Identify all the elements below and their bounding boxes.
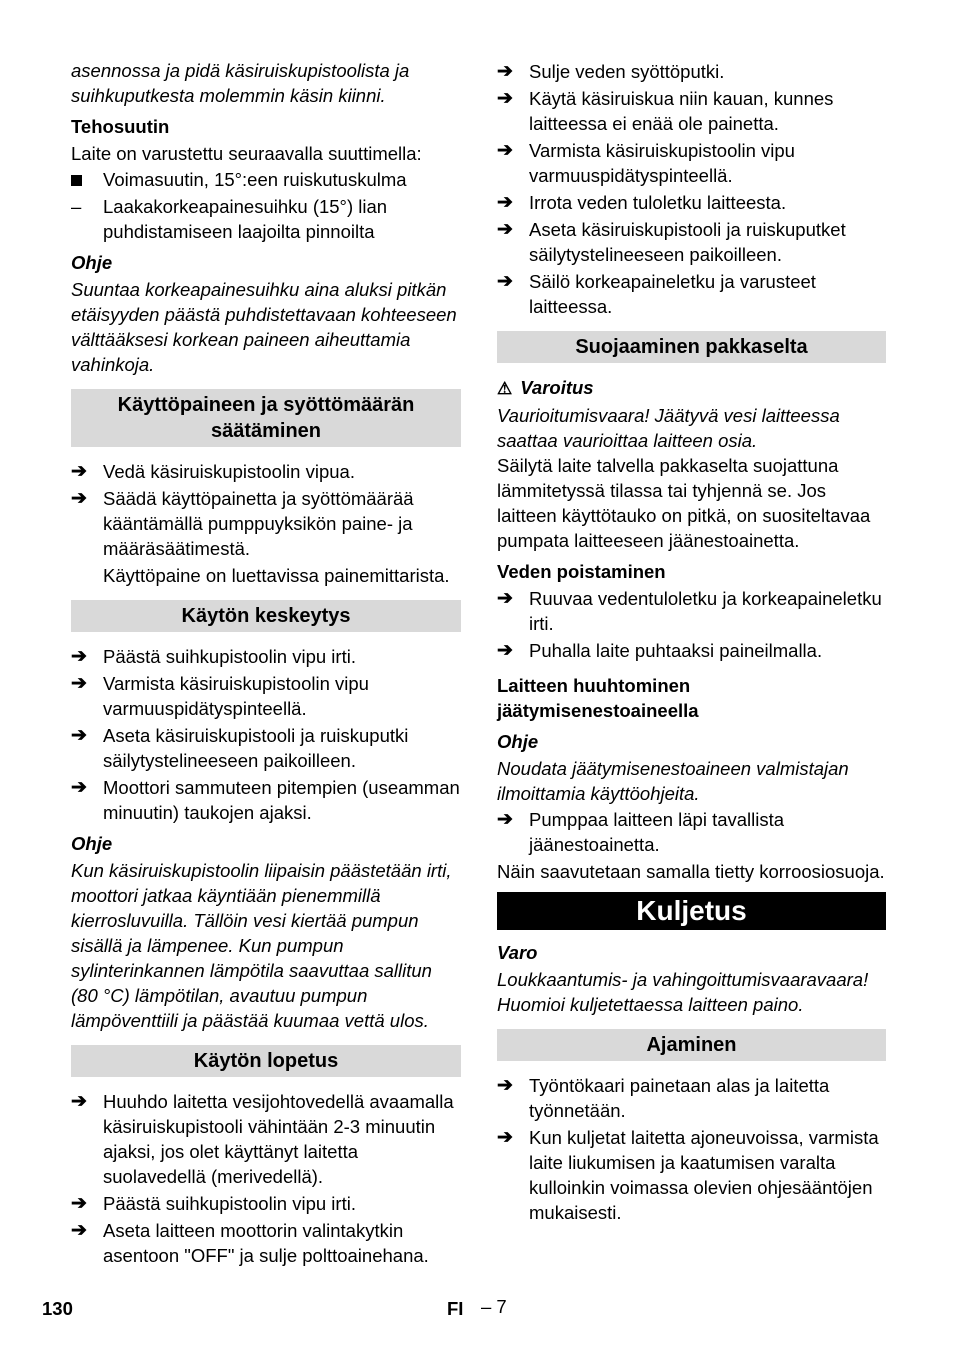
drain-heading: Veden poistaminen (497, 561, 666, 582)
arrow-right-icon: ➔ (71, 725, 87, 746)
list-item (71, 486, 461, 561)
list-item-text: Sulje veden syöttöputki. (529, 61, 725, 82)
tehosuutin-heading: Tehosuutin (71, 116, 170, 137)
arrow-right-icon: ➔ (71, 646, 87, 667)
list-item-text: Vedä käsiruiskupistoolin vipua. (103, 461, 355, 482)
list-item (497, 1125, 886, 1225)
arrow-right-icon: ➔ (497, 1075, 513, 1096)
list-item-text: Laakakorkeapainesuihku (15°) lian puhdistamiseen laajoilta pinnoilta (103, 196, 388, 242)
list-item (497, 217, 886, 267)
varo-label: Varo (497, 942, 538, 963)
list-item (71, 723, 461, 773)
arrow-right-icon: ➔ (71, 777, 87, 798)
left-column (71, 58, 461, 1270)
list-item (497, 638, 886, 663)
ohje-text: Suuntaa korkeapainesuihku aina aluksi pitkän etäisyyden päästä puhdistettavaan kohteeseen välttääksesi korkean paineen aiheuttamia vahinkoja. (71, 279, 457, 375)
list-item (71, 1218, 461, 1268)
arrow-right-icon: ➔ (497, 140, 513, 161)
list-item (71, 459, 461, 484)
list-item-text: Säilö korkeapaineletku ja varusteet laitteessa. (529, 271, 816, 317)
warning-text: Vaurioitumisvaara! Jäätyvä vesi laitteessa saattaa vaurioittaa laitteen osia. (497, 405, 840, 451)
list-item (71, 194, 461, 244)
list-item-text: Päästä suihkupistoolin vipu irti. (103, 1193, 356, 1214)
list-item (71, 775, 461, 825)
list-item-text: Voimasuutin, 15°:een ruiskutuskulma (103, 169, 407, 190)
section-heading: Ajaminen (497, 1029, 886, 1061)
list-item-text: Käytä käsiruiskua niin kauan, kunnes laitteessa ei enää ole painetta. (529, 88, 834, 134)
warning-label (497, 375, 886, 401)
ohje-label: Ohje (497, 731, 539, 752)
list-item (497, 59, 886, 84)
arrow-right-icon: ➔ (71, 1220, 87, 1241)
list-item (497, 86, 886, 136)
list-item (71, 167, 461, 192)
dash-bullet: – (71, 196, 82, 217)
list-item (497, 586, 886, 636)
list-item-text: Säädä käyttöpainetta ja syöttömäärää kääntämällä pumppuyksikön paine- ja määräsäätimestä. (103, 488, 414, 559)
list-item (497, 807, 886, 857)
varo-text: Loukkaantumis- ja vahingoittumisvaaravaara! Huomioi kuljetettaessa laitteen paino. (497, 969, 869, 1015)
list-item-text: Työntökaari painetaan alas ja laitetta työnnetään. (529, 1075, 830, 1121)
ohje-text: Noudata jäätymisenestoaineen valmistajan ilmoittamia käyttöohjeita. (497, 758, 849, 804)
section-heading: Suojaaminen pakkaselta (497, 331, 886, 363)
language-code: FI (447, 1298, 464, 1319)
list-item-text: Kun kuljetat laitetta ajoneuvoissa, varmista laite liukumisen ja kaatumisen varalta kulloinkin voimassa olevien ohjesääntöjen mukaisesti. (529, 1127, 879, 1223)
arrow-right-icon: ➔ (497, 61, 513, 82)
arrow-right-icon: ➔ (497, 219, 513, 240)
list-item (71, 644, 461, 669)
transport-title: Kuljetus (497, 892, 886, 930)
list-item-text: Päästä suihkupistoolin vipu irti. (103, 646, 356, 667)
list-item-text: Aseta käsiruiskupistooli ja ruiskuputki säilytystelineeseen paikoilleen. (103, 725, 409, 771)
tehosuutin-text: Laite on varustettu seuraavalla suuttimella: (71, 143, 422, 164)
page-number: 130 (42, 1298, 73, 1319)
arrow-right-icon: ➔ (497, 271, 513, 292)
list-item (71, 1089, 461, 1189)
list-item (497, 138, 886, 188)
list-item-text: Varmista käsiruiskupistoolin vipu varmuuspidätyspinteellä. (103, 673, 369, 719)
list-item-text: Irrota veden tuloletku laitteesta. (529, 192, 787, 213)
warning-icon: ⚠ (497, 379, 513, 398)
list-item-text: Huuhdo laitetta vesijohtovedellä avaamalla käsiruiskupistooli vähintään 2-3 minuutin ajaksi, jos olet käyttänyt laitetta suolavedellä (merivedellä). (103, 1091, 454, 1187)
right-column (497, 58, 886, 1227)
warning-label-text: Varoitus (520, 377, 594, 398)
list-item-text: Ruuvaa vedentuloletku ja korkeapaineletku irti. (529, 588, 882, 634)
list-item (71, 671, 461, 721)
frost-text: Säilytä laite talvella pakkaselta suojattuna lämmitetyssä tilassa tai tyhjennä se. Jos laitteen käyttötauko on pitkä, on suositeltavaa pumpata laitteeseen jäänestoainetta. (497, 455, 871, 551)
list-item-text: Moottori sammuteen pitempien (useamman minuutin) taukojen ajaksi. (103, 777, 460, 823)
arrow-right-icon: ➔ (497, 1127, 513, 1148)
list-item (497, 1073, 886, 1123)
list-item-text: Puhalla laite puhtaaksi paineilmalla. (529, 640, 823, 661)
antifreeze-heading: Laitteen huuhtominen jäätymisenestoaineella (497, 675, 699, 721)
ohje-label: Ohje (71, 833, 113, 854)
list-item-text: Pumppaa laitteen läpi tavallista jäänestoainetta. (529, 809, 785, 855)
ohje-label: Ohje (71, 252, 113, 273)
list-item (497, 190, 886, 215)
arrow-right-icon: ➔ (497, 88, 513, 109)
arrow-right-icon: ➔ (497, 809, 513, 830)
list-item (71, 1191, 461, 1216)
list-item-text: Aseta laitteen moottorin valintakytkin asentoon "OFF" ja sulje polttoainehana. (103, 1220, 429, 1266)
section-heading: Käytön keskeytys (71, 600, 461, 632)
section-heading: Käytön lopetus (71, 1045, 461, 1077)
square-bullet-icon (71, 167, 95, 192)
intro-text: asennossa ja pidä käsiruiskupistoolista ja suihkuputkesta molemmin käsin kiinni. (71, 60, 410, 106)
section-heading: Käyttöpaineen ja syöttömäärän säätäminen (71, 389, 461, 447)
ohje-text: Kun käsiruiskupistoolin liipaisin päästetään irti, moottori jatkaa käyntiään pienemmillä kierrosluvuilla. Tällöin vesi kiertää pumpun sisällä ja lämpenee. Kun pumpun sylinterinkannen lämpötila saavuttaa sallitun (80 °C) lämpötilan, avautuu pumpun lämpöventtiili ja päästää kuumaa vettä ulos. (71, 860, 452, 1031)
antifreeze-text: Näin saavutetaan samalla tietty korroosiosuoja. (497, 861, 885, 882)
section-page-number: – 7 (481, 1296, 507, 1317)
arrow-right-icon: ➔ (497, 640, 513, 661)
arrow-right-icon: ➔ (497, 588, 513, 609)
arrow-right-icon: ➔ (71, 673, 87, 694)
arrow-right-icon: ➔ (71, 488, 87, 509)
arrow-right-icon: ➔ (71, 1193, 87, 1214)
arrow-right-icon: ➔ (71, 461, 87, 482)
list-item-text: Varmista käsiruiskupistoolin vipu varmuuspidätyspinteellä. (529, 140, 795, 186)
list-item (497, 269, 886, 319)
arrow-right-icon: ➔ (497, 192, 513, 213)
list-item-text: Aseta käsiruiskupistooli ja ruiskuputket säilytystelineeseen paikoilleen. (529, 219, 846, 265)
note-text: Käyttöpaine on luettavissa painemittarista. (103, 565, 450, 586)
arrow-right-icon: ➔ (71, 1091, 87, 1112)
